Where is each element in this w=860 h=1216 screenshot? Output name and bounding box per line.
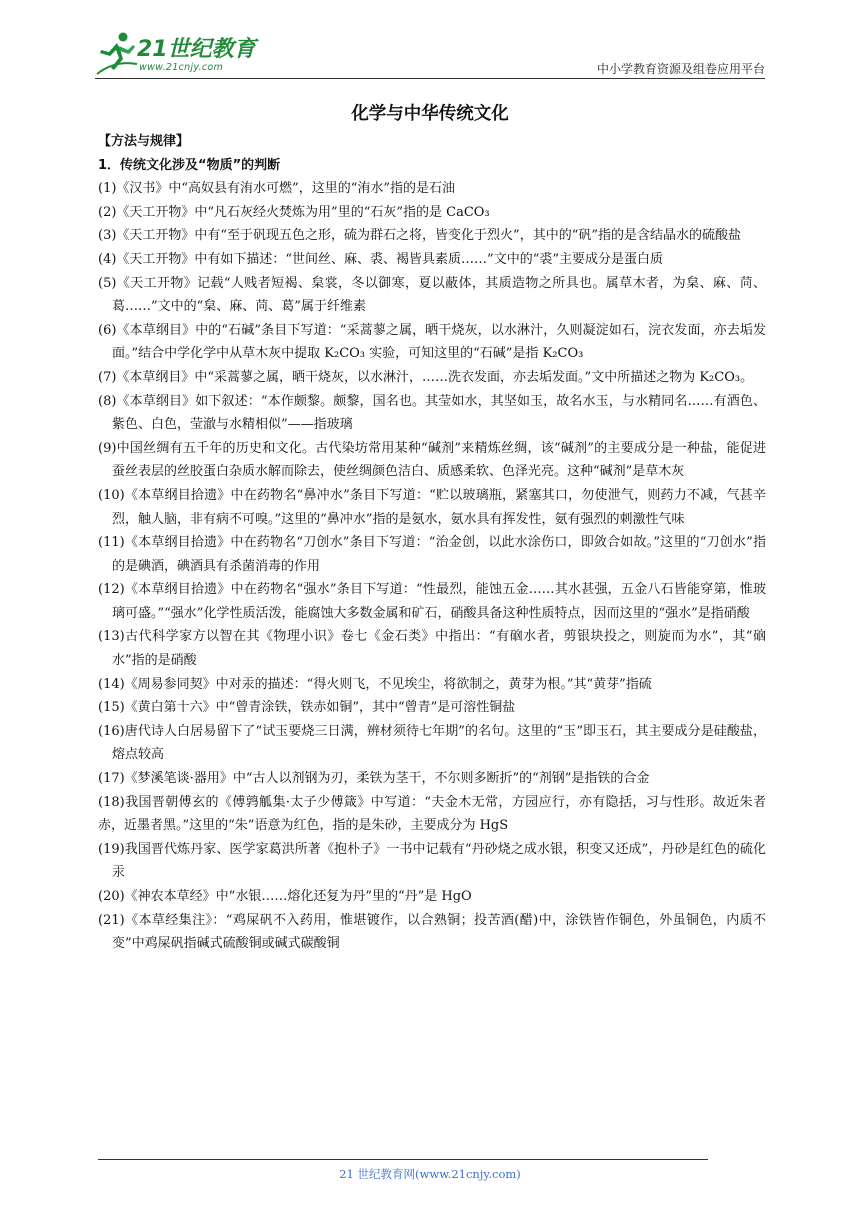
list-item: (4)《天工开物》中有如下描述：“世间丝、麻、裘、褐皆具素质……”文中的“裘”主要成分是蛋白质 [98, 251, 663, 267]
document-title: 化学与中华传统文化 [351, 104, 509, 124]
section-label: 【方法与规律】 [98, 134, 190, 149]
list-item: (3)《天工开物》中有“至于矾现五色之形，硫为群石之将，皆变化于烈火”，其中的“矾”指的是含结晶水的硫酸盐 [98, 228, 741, 244]
list-item: (10)《本草纲目拾遗》中在药物名“鼻冲水”条目下写道：“贮以玻璃瓶，紧塞其口，勿使泄气，则药力不减，气甚辛烈，触人脑，非有病不可嗅。”这里的“鼻冲水”指的是氨水，氨水具有挥发性，氨有强烈的刺激性气味 [98, 487, 766, 527]
logo-url: www.21cnjy.com [139, 62, 224, 73]
footer-divider [98, 1159, 708, 1160]
footer-link[interactable]: 21 世纪教育网(www.21cnjy.com) [339, 1167, 521, 1181]
list-item: (16)唐代诗人白居易留下了“试玉要烧三日满，辨材须待七年期”的名句。这里的“玉”即玉石，其主要成分是硅酸盐，熔点较高 [98, 723, 766, 763]
site-logo[interactable] [95, 30, 295, 78]
list-item: (1)《汉书》中“高奴县有洧水可燃”，这里的“洧水”指的是石油 [98, 181, 455, 197]
list-item: (15)《黄白第十六》中“曾青涂铁，铁赤如铜”，其中“曾青”是可溶性铜盐 [98, 700, 516, 716]
list-item: (6)《本草纲目》中的“石碱”条目下写道：“采蒿蓼之属，晒干烧灰，以水淋汁，久则凝淀如石，浣衣发面，亦去垢发面。”结合中学化学中从草木灰中提取 K₂CO₃ 实验，可知这里的“石碱”是指 K₂CO₃ [98, 322, 766, 362]
subheading: 1．传统文化涉及“物质”的判断 [98, 157, 281, 173]
list-item: (12)《本草纲目拾遗》中在药物名“强水”条目下写道：“性最烈，能蚀五金……其水甚强，五金八石皆能穿第，惟玻璃可盛。”“强水”化学性质活泼，能腐蚀大多数金属和矿石，硝酸具备这种性质特点，因而这里的“强水”是指硝酸 [98, 582, 766, 621]
list-item: (13)古代科学家方以智在其《物理小识》卷七《金石类》中指出：“有硇水者，剪银块投之，则旋而为水”，其“硇水”指的是硝酸 [98, 629, 766, 669]
logo-text: 21世纪教育 [137, 37, 256, 62]
page-header [95, 28, 765, 82]
list-item: (11)《本草纲目拾遗》中在药物名“刀创水”条目下写道：“治金创，以此水涂伤口，即敛合如故。”这里的“刀创水”指的是碘酒，碘酒具有杀菌消毒的作用 [98, 535, 766, 574]
list-item: (14)《周易参同契》中对汞的描述：“得火则飞，不见埃尘，将欲制之，黄芽为根。”其“黄芽”指硫 [98, 676, 652, 692]
list-item: (17)《梦溪笔谈·器用》中“古人以剂钢为刃，柔铁为茎干，不尔则多断折”的“剂钢”是指铁的合金 [98, 771, 650, 787]
list-item: (21)《本草经集注》：“鸡屎矾不入药用，惟堪镀作，以合熟铜；投苦酒(醋)中，涂铁皆作铜色，外虽铜色，内质不变”中鸡屎矾指碱式硫酸铜或碱式碳酸铜 [98, 912, 766, 952]
list-item: (9)中国丝绸有五千年的历史和文化。古代染坊常用某种“碱剂”来精炼丝绸，该“碱剂”的主要成分是一种盐，能促进蚕丝表层的丝胶蛋白杂质水解而除去，使丝绸颜色洁白、质感柔软、色泽光亮。这种“碱剂”是草木灰 [98, 440, 766, 480]
list-item: (2)《天工开物》中“凡石灰经火焚炼为用”里的“石灰”指的是 CaCO₃ [98, 204, 490, 220]
runner-logo-icon [95, 30, 139, 76]
header-divider [95, 78, 765, 79]
platform-name: 中小学教育资源及组卷应用平台 [596, 62, 765, 76]
list-item: (20)《神农本草经》中“水银……熔化还复为丹”里的“丹”是 HgO [98, 889, 472, 904]
list-item: (8)《本草纲目》如下叙述：“本作颇黎。颇黎，国名也。其莹如水，其坚如玉，故名水玉，与水精同名……有酒色、紫色、白色，莹澈与水精相似”——指玻璃 [98, 393, 766, 433]
document-body [98, 130, 766, 956]
list-item: (7)《本草纲目》中“采蒿蓼之属，晒干烧灰，以水淋汁，……洗衣发面，亦去垢发面。”文中所描述之物为 K₂CO₃。 [98, 369, 754, 385]
list-item: (19)我国晋代炼丹家、医学家葛洪所著《抱朴子》一书中记载有“丹砂烧之成水银，积变又还成”，丹砂是红色的硫化汞 [98, 841, 766, 881]
list-item: (5)《天工开物》记载“人贱者短褐、枲裳，冬以御寒，夏以蔽体，其质造物之所具也。属草木者，为枲、麻、苘、葛……”文中的“枲、麻、苘、葛”属于纤维素 [98, 275, 766, 315]
list-item: (18)我国晋朝傅玄的《傅鹑觚集·太子少傅箴》中写道：“夫金木无常，方园应行，亦有隐括，习与性形。故近朱者赤，近墨者黑。”这里的“朱”语意为红色，指的是朱砂，主要成分为 HgS [98, 794, 766, 834]
